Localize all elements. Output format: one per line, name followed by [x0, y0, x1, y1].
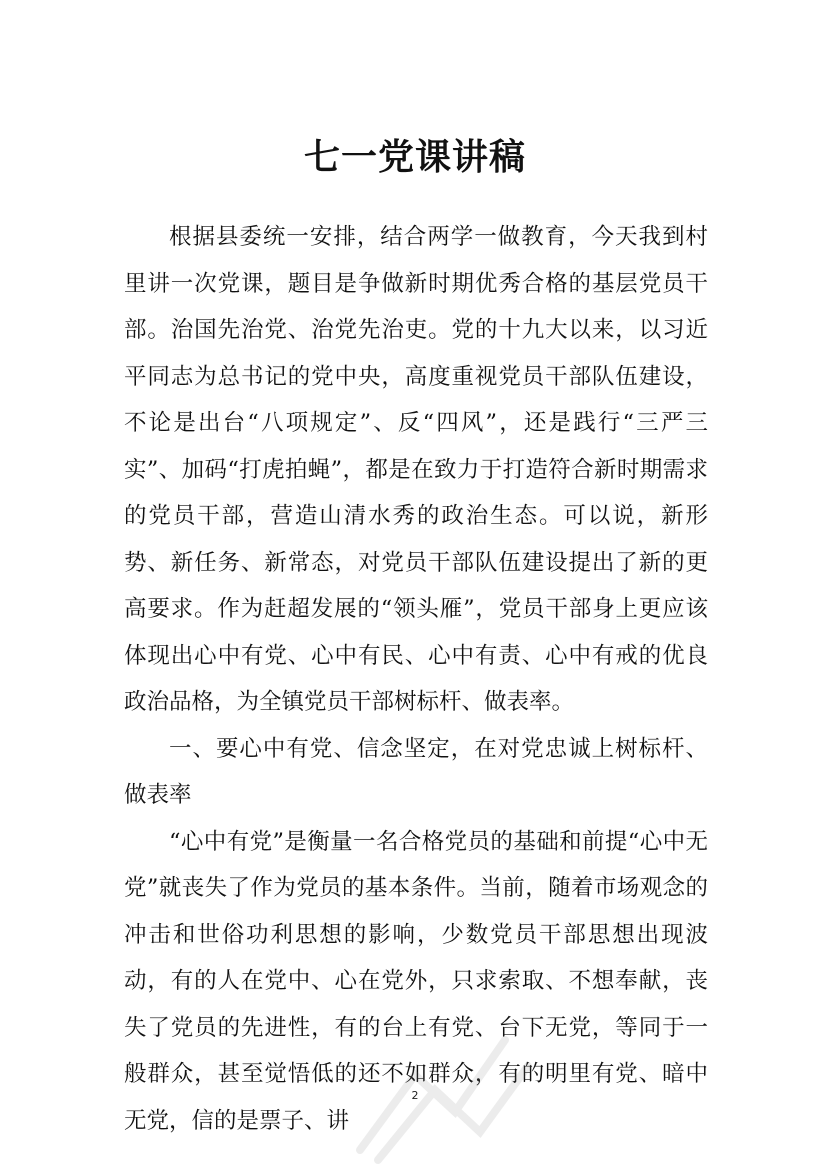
paragraph-section-body: “心中有党”是衡量一名合格党员的基础和前提“心中无党”就丧失了作为党员的基本条件。当前，随着市场观念的冲击和世俗功利思想的影响，少数党员干部思想出现波动，有的人在党中、心在党外，只求索取、不想奉献，丧失了党员的先进性，有的台上有党、台下无党，等同于一般群众，甚至觉悟低的还不如群众，有的明里有党、暗中无党，信的是票子、讲: [124, 828, 708, 1134]
document-title: 七一党课讲稿: [303, 137, 526, 179]
paragraph-section-heading: 一、要心中有党、信念坚定，在对党忠诚上树标杆、做表率: [124, 735, 708, 808]
page-number: 2: [411, 1089, 419, 1102]
paragraph-intro: 根据县委统一安排，结合两学一做教育，今天我到村里讲一次党课，题目是争做新时期优秀合格的基层党员干部。治国先治党、治党先治吏。党的十九大以来，以习近平同志为总书记的党中央，高度重视党员干部队伍建设，不论是出台“八项规定”、反“四风”，还是践行“三严三实”、加码“打虎拍蝇”，都是在致力于打造符合新时期需求的党员干部，营造山清水秀的政治生态。可以说，新形势、新任务、新常态，对党员干部队伍建设提出了新的更高要求。作为赶超发展的“领头雁”，党员干部身上更应该体现出心中有党、心中有民、心中有责、心中有戒的优良政治品格，为全镇党员干部树标杆、做表率。: [124, 224, 708, 715]
document-body: [124, 214, 708, 1144]
